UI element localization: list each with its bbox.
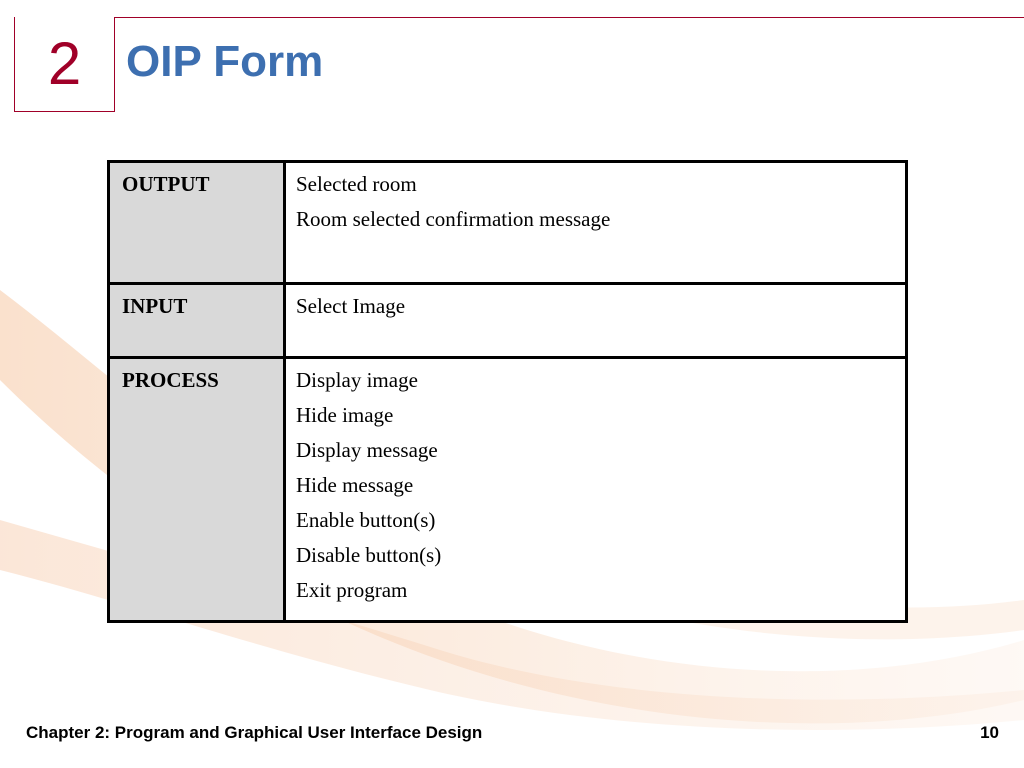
- slide-title: OIP Form: [126, 37, 324, 86]
- table-row-output: [109, 162, 907, 284]
- page-number: 10: [980, 723, 999, 742]
- list-item: Room selected confirmation message: [296, 207, 611, 231]
- table-row-input: [109, 284, 907, 358]
- chapter-number: 2: [47, 30, 82, 97]
- row-label: INPUT: [122, 294, 188, 318]
- row-label: PROCESS: [122, 368, 219, 392]
- list-item: Enable button(s): [296, 508, 436, 532]
- list-item: Selected room: [296, 172, 417, 196]
- row-items-cell: [285, 284, 907, 358]
- list-item: Hide message: [296, 473, 414, 497]
- list-item: Display message: [296, 438, 438, 462]
- header-rule: [14, 17, 1024, 18]
- row-label-cell: [109, 162, 285, 284]
- list-item: Display image: [296, 368, 418, 392]
- row-label: OUTPUT: [122, 172, 210, 196]
- row-items-cell: [285, 358, 907, 622]
- row-label-cell: [109, 284, 285, 358]
- list-item: Disable button(s): [296, 543, 442, 567]
- footer-chapter-title: Chapter 2: Program and Graphical User Interface Design: [26, 723, 483, 742]
- list-item: Select Image: [296, 294, 406, 318]
- list-item: Hide image: [296, 403, 394, 427]
- chapter-number-box: [14, 17, 115, 112]
- row-items-cell: [285, 162, 907, 284]
- row-label-cell: [109, 358, 285, 622]
- table-row-process: [109, 358, 907, 622]
- oip-table: [107, 160, 908, 623]
- list-item: Exit program: [296, 578, 408, 602]
